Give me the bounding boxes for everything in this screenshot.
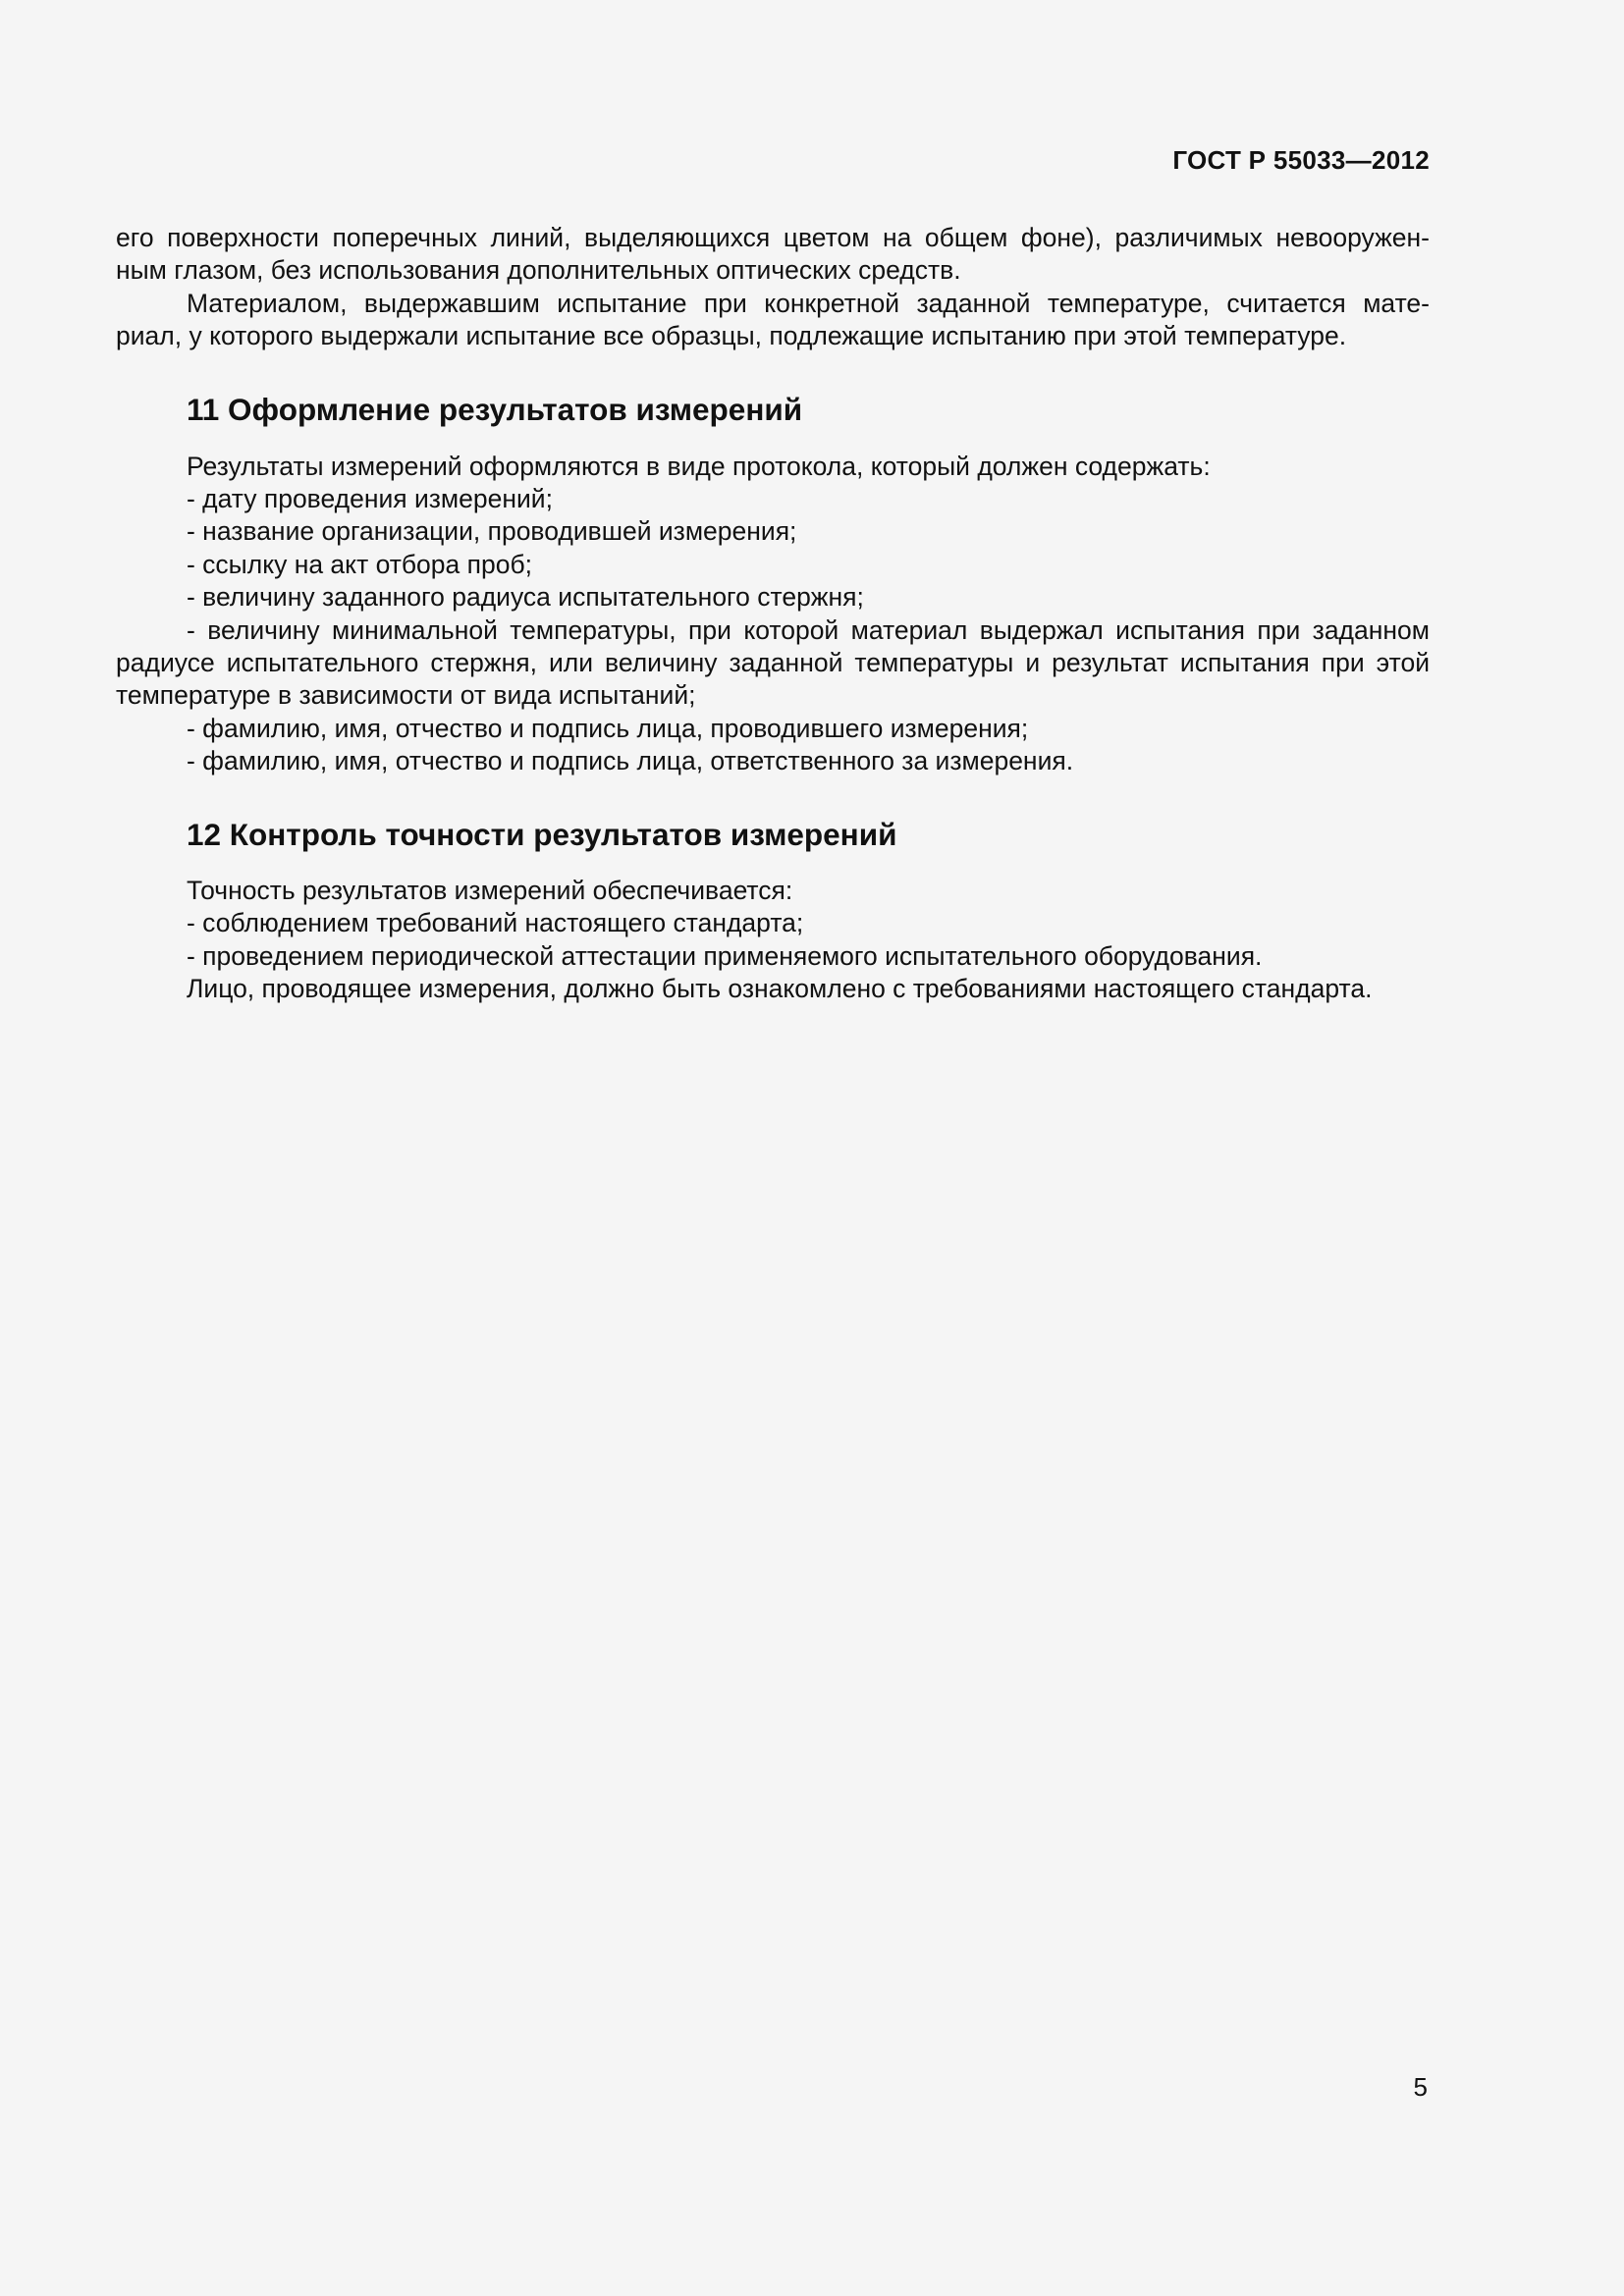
section-11-heading: 11 Оформление результатов измерений [187, 391, 803, 427]
document-header: ГОСТ Р 55033—2012 [1172, 145, 1430, 175]
list-item: - величину заданного радиуса испытательного стержня; [187, 582, 864, 613]
list-item: - ссылку на акт отбора проб; [187, 549, 532, 579]
intro-line-2: ным глазом, без использования дополнительных оптических средств. [116, 255, 961, 286]
list-item: - проведением периодической аттестации применяемого испытательного оборудования. [187, 940, 1263, 971]
list-item: - фамилию, имя, отчество и подпись лица, ответственного за измерения. [187, 746, 1074, 776]
intro-line-4: риал, у которого выдержали испытание все образцы, подлежащие испытанию при этой температуре. [116, 321, 1347, 351]
list-item-long-line-3: температуре в зависимости от вида испытаний; [116, 680, 696, 711]
intro-line-1: его поверхности поперечных линий, выделяющихся цветом на общем фоне), различимых невооружен- [116, 223, 1430, 252]
section-12-lead: Точность результатов измерений обеспечивается: [187, 875, 793, 905]
section-12-closing: Лицо, проводящее измерения, должно быть ознакомлено с требованиями настоящего стандарта. [187, 973, 1373, 1003]
section-11-lead: Результаты измерений оформляются в виде протокола, который должен содержать: [187, 451, 1211, 481]
list-item: - фамилию, имя, отчество и подпись лица, проводившего измерения; [187, 713, 1029, 743]
list-item: - соблюдением требований настоящего стандарта; [187, 908, 804, 938]
list-item-long-line-1: - величину минимальной температуры, при которой материал выдержал испытания при заданном [187, 614, 1430, 645]
section-12-heading: 12 Контроль точности результатов измерений [187, 816, 897, 852]
list-item-long-line-2: радиусе испытательного стержня, или величину заданной температуры и результат испытания при этой [116, 648, 1430, 678]
page-body [116, 222, 1430, 1005]
list-item: - название организации, проводившей измерения; [187, 516, 797, 547]
list-item: - дату проведения измерений; [187, 484, 553, 514]
page-number: 5 [1413, 2072, 1428, 2102]
intro-line-3: Материалом, выдержавшим испытание при конкретной заданной температуре, считается мате- [187, 288, 1430, 318]
